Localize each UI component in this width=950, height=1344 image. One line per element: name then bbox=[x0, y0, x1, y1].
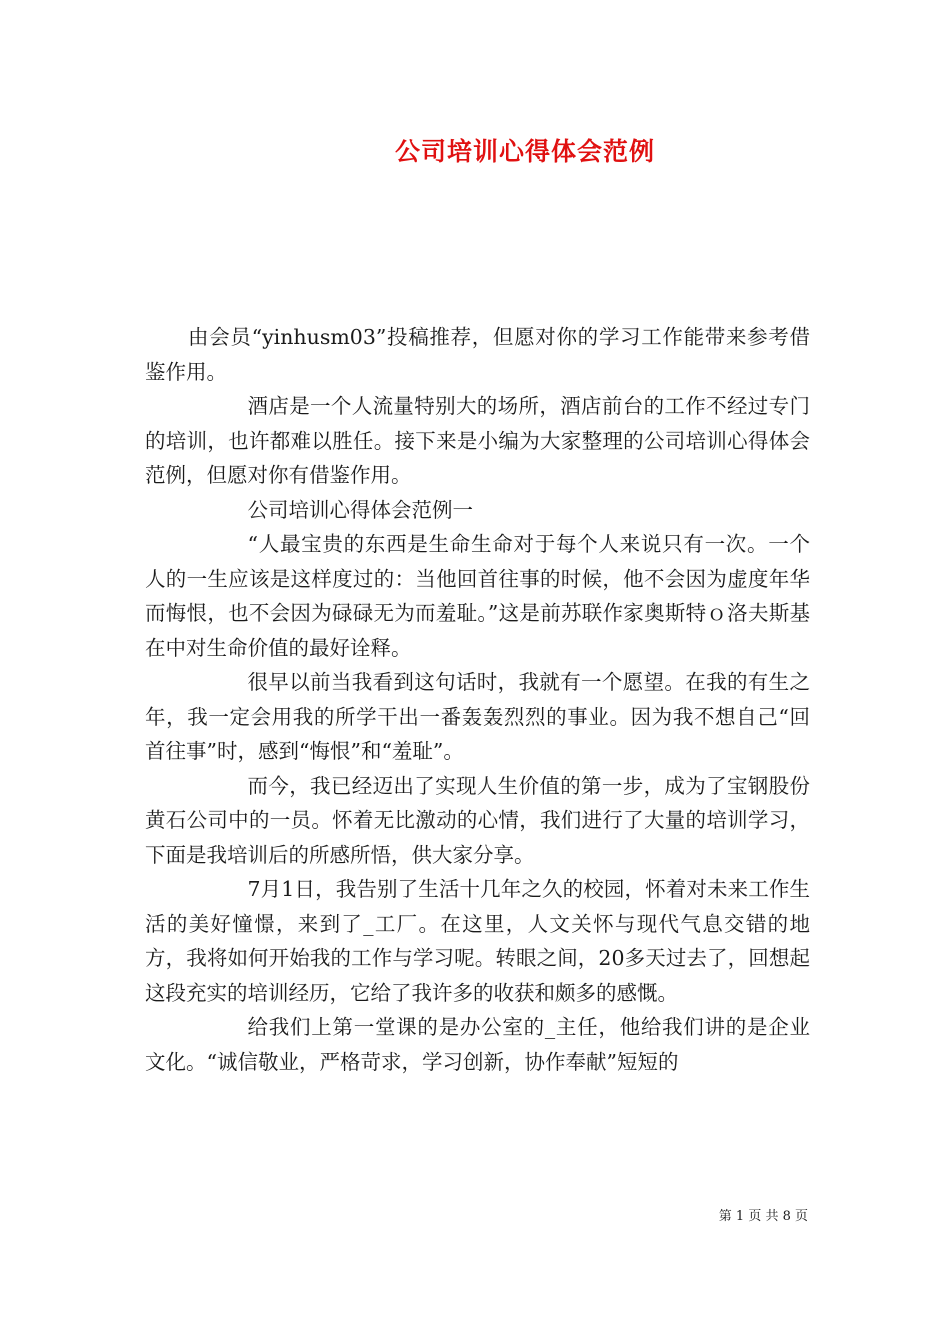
paragraph-first-step: 而今，我已经迈出了实现人生价值的第一步，成为了宝钢股份黄石公司中的一员。怀着无比激动的心情，我们进行了大量的培训学习，下面是我培训后的所感所悟，供大家分享。 bbox=[145, 773, 810, 867]
section-heading: 公司培训心得体会范例一 bbox=[247, 497, 473, 522]
paragraph-wish: 很早以前当我看到这句话时，我就有一个愿望。在我的有生之年，我一定会用我的所学干出一番轰轰烈烈的事业。因为我不想自己“回首往事”时，感到“悔恨”和“羞耻”。 bbox=[145, 670, 810, 763]
document-title: 公司培训心得体会范例 bbox=[394, 137, 655, 166]
paragraph-intro: 由会员“yinhusm03”投稿推荐，但愿对你的学习工作能带来参考借鉴作用。 bbox=[145, 325, 810, 384]
paragraph-july: 7月1日，我告别了生活十几年之久的校园，怀着对未来工作生活的美好憧憬，来到了_工厂。在这里，人文关怀与现代气息交错的地方，我将如何开始我的工作与学习呢。转眼之间，20多天过去了，回想起这段充实的培训经历，它给了我许多的收获和颇多的感慨。 bbox=[145, 877, 810, 1005]
paragraph-quote: “人最宝贵的东西是生命生命对于每个人来说只有一次。一个人的一生应该是这样度过的：当他回首往事的时候，他不会因为虚度年华而悔恨，也不会因为碌碌无为而羞耻。”这是前苏联作家奥斯特ｏ洛夫斯基在中对生命价值的最好诠释。 bbox=[145, 532, 810, 660]
paragraph-first-class: 给我们上第一堂课的是办公室的_主任，他给我们讲的是企业文化。“诚信敬业，严格苛求，学习创新，协作奉献”短短的 bbox=[145, 1015, 810, 1074]
page-number: 第 1 页 共 8 页 bbox=[718, 1209, 808, 1224]
paragraph-hotel: 酒店是一个人流量特别大的场所，酒店前台的工作不经过专门的培训，也许都难以胜任。接下来是小编为大家整理的公司培训心得体会范例，但愿对你有借鉴作用。 bbox=[145, 394, 810, 487]
document-body bbox=[145, 320, 810, 1079]
